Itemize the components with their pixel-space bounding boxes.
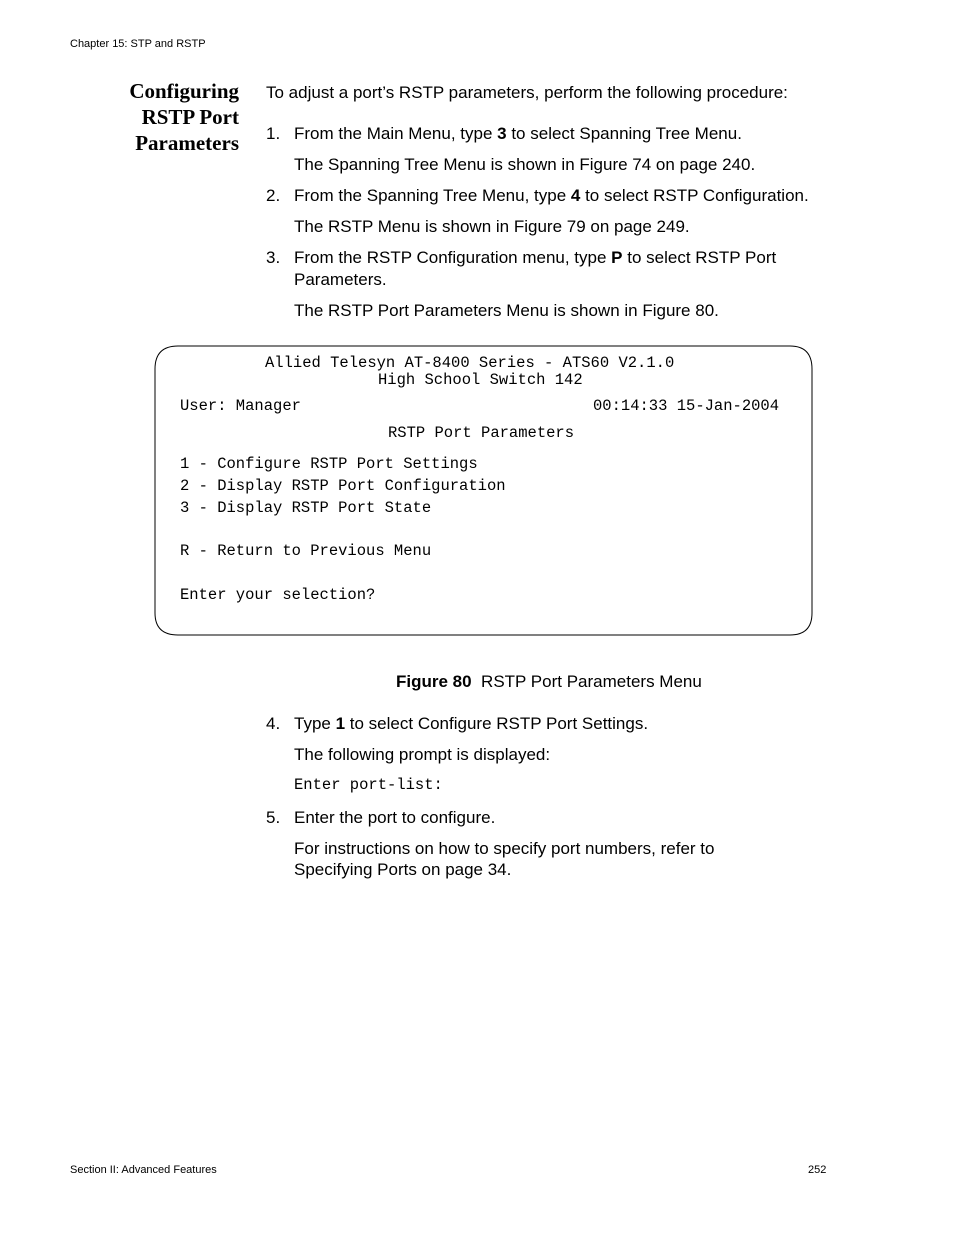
- key-input: 3: [497, 124, 507, 143]
- step-text-continued: Parameters.: [294, 270, 387, 289]
- heading-line: RSTP Port: [141, 105, 239, 129]
- step-number: 5.: [266, 808, 281, 827]
- step-note: The RSTP Menu is shown in Figure 79 on page 249.: [294, 217, 690, 236]
- intro-paragraph: To adjust a port’s RSTP parameters, perform the following procedure:: [266, 83, 788, 102]
- running-header: Chapter 15: STP and RSTP: [70, 38, 206, 50]
- key-input: 4: [570, 186, 581, 205]
- terminal-title: Allied Telesyn AT-8400 Series - ATS60 V2.1.0: [265, 354, 675, 372]
- heading-line: Parameters: [135, 131, 239, 155]
- code-prompt: Enter port-list:: [294, 776, 443, 794]
- terminal-menu-option: 2 - Display RSTP Port Configuration: [180, 477, 506, 495]
- step-text: From the RSTP Configuration menu, type P to select RSTP Port: [294, 248, 777, 267]
- heading-line: Configuring: [129, 79, 239, 103]
- step-note: Specifying Ports on page 34.: [294, 860, 512, 879]
- key-input: P: [611, 248, 623, 267]
- step-text: Enter the port to configure.: [294, 808, 496, 827]
- step-number: 4.: [266, 714, 281, 733]
- section-heading: [90, 78, 239, 156]
- step-note: The RSTP Port Parameters Menu is shown in Figure 80.: [294, 301, 719, 320]
- step-text: From the Main Menu, type 3 to select Spanning Tree Menu.: [294, 124, 742, 143]
- step-number: 1.: [266, 124, 281, 143]
- terminal-prompt: Enter your selection?: [180, 586, 376, 604]
- figure-label: Figure 80: [396, 672, 472, 691]
- terminal-menu-title: RSTP Port Parameters: [388, 424, 575, 442]
- figure-caption-text: RSTP Port Parameters Menu: [481, 672, 702, 691]
- page-number: 252: [808, 1164, 827, 1176]
- step-number: 3.: [266, 248, 281, 267]
- terminal-switch-name: High School Switch 142: [378, 371, 583, 389]
- step-note: The following prompt is displayed:: [294, 745, 551, 764]
- step-note: For instructions on how to specify port numbers, refer to: [294, 839, 715, 858]
- terminal-timestamp: 00:14:33 15-Jan-2004: [593, 397, 780, 415]
- step-number: 2.: [266, 186, 281, 205]
- terminal-user: User: Manager: [180, 397, 301, 415]
- terminal-return-option: R - Return to Previous Menu: [180, 542, 432, 560]
- step-text: Type 1 to select Configure RSTP Port Settings.: [294, 714, 649, 733]
- running-footer-section: Section II: Advanced Features: [70, 1164, 217, 1176]
- step-text: From the Spanning Tree Menu, type 4 to select RSTP Configuration.: [294, 186, 809, 205]
- terminal-menu-option: 1 - Configure RSTP Port Settings: [180, 455, 478, 473]
- terminal-menu-option: 3 - Display RSTP Port State: [180, 499, 432, 517]
- step-note: The Spanning Tree Menu is shown in Figure 74 on page 240.: [294, 155, 756, 174]
- key-input: 1: [335, 714, 346, 733]
- figure-caption: [396, 672, 702, 692]
